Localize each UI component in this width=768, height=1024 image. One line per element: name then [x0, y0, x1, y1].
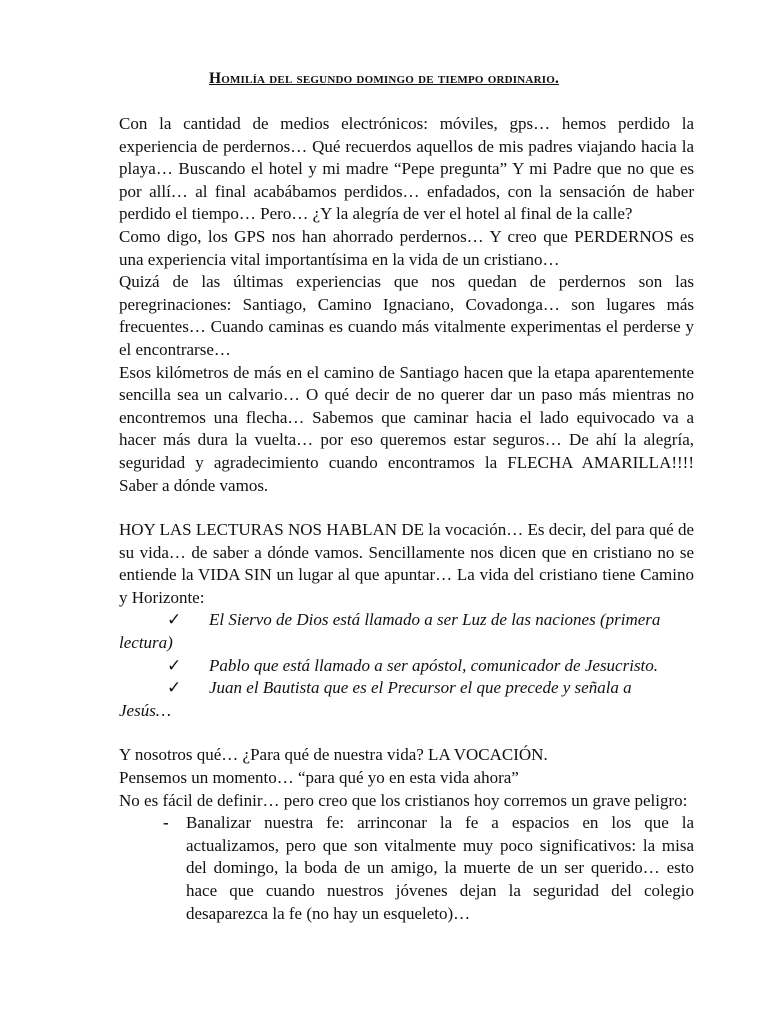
check-icon: ✓ [167, 678, 182, 698]
homily-title: Homilía del segundo domingo de tiempo ordinario. [208, 70, 560, 87]
checklist-item [119, 677, 694, 722]
checklist-item [119, 655, 694, 678]
paragraph-pensemos: Pensemos un momento… “para qué yo en esta vida ahora” [119, 768, 519, 788]
paragraph-nosotros: Y nosotros qué… ¿Para qué de nuestra vida? LA VOCACIÓN. [119, 745, 548, 765]
checklist-item-text: El Siervo de Dios está llamado a ser Luz de las naciones (primera [209, 610, 661, 630]
homily-body [119, 113, 694, 925]
dash-list-item-text: Banalizar nuestra fe: arrinconar la fe a espacios en los que la actualizamos, pero que son vitalmente muy poco significativos: la misa del domingo, la boda de un amigo, la muerte de un ser querido… esto hace que cuando nuestros jóvenes dejan la seguridad del colegio desaparezca la fe (no hay un esqueleto)… [186, 813, 694, 923]
paragraph-peregrinaciones: Quizá de las últimas experiencias que nos quedan de perdernos son las peregrinaciones: Santiago, Camino Ignaciano, Covadonga… son lugares más frecuentes… Cuando caminas es cuando más vitalmente experimentas el perderse y el encontrarse… [119, 272, 694, 359]
paragraph-gps: Con la cantidad de medios electrónicos: móviles, gps… hemos perdido la experiencia de perdernos… Qué recuerdos aquellos de mis padres viajando hacia la playa… Buscando el hotel y mi madre “Pepe pregunta” Y mi Padre que no que es por allí… al final acabábamos perdidos… enfadados, con la sensación de haber perdido el tiempo… Pero… ¿Y la alegría de ver el hotel al final de la calle? [119, 114, 694, 224]
paragraph-vocacion: HOY LAS LECTURAS NOS HABLAN DE la vocación… Es decir, del para qué de su vida… de saber a dónde vamos. Sencillamente nos dicen que en cristiano no se entiende la VIDA SIN un lugar al que apuntar… La vida del cristiano tiene Camino y Horizonte: [119, 520, 694, 607]
checklist-item [119, 609, 694, 654]
checklist-item-continuation: lectura) [119, 633, 173, 653]
paragraph-perdernos: Como digo, los GPS nos han ahorrado perdernos… Y creo que PERDERNOS es una experiencia vital importantísima en la vida de un cristiano… [119, 226, 694, 269]
checklist-item-text: Juan el Bautista que es el Precursor el que precede y señala a [209, 678, 632, 698]
check-icon: ✓ [167, 655, 182, 675]
dash-bullet-icon: - [163, 813, 169, 833]
paragraph-peligro: No es fácil de definir… pero creo que los cristianos hoy corremos un grave peligro: [119, 790, 688, 810]
checklist-item-text: Pablo que está llamado a ser apóstol, comunicador de Jesucristo. [209, 655, 659, 675]
check-icon: ✓ [167, 610, 182, 630]
paragraph-flecha: Esos kilómetros de más en el camino de Santiago hacen que la etapa aparentemente sencilla sea un calvario… O qué decir de no querer dar un paso más mientras no encontremos una flecha… Sabemos que caminar hacia el lado equivocado va a hacer más dura la vuelta… por eso queremos estar seguros… De ahí la alegría, seguridad y agradecimiento cuando encontramos la FLECHA AMARILLA!!!! Saber a dónde vamos. [119, 362, 694, 495]
dash-list-item [163, 812, 694, 925]
checklist-item-continuation: Jesús… [119, 700, 171, 720]
